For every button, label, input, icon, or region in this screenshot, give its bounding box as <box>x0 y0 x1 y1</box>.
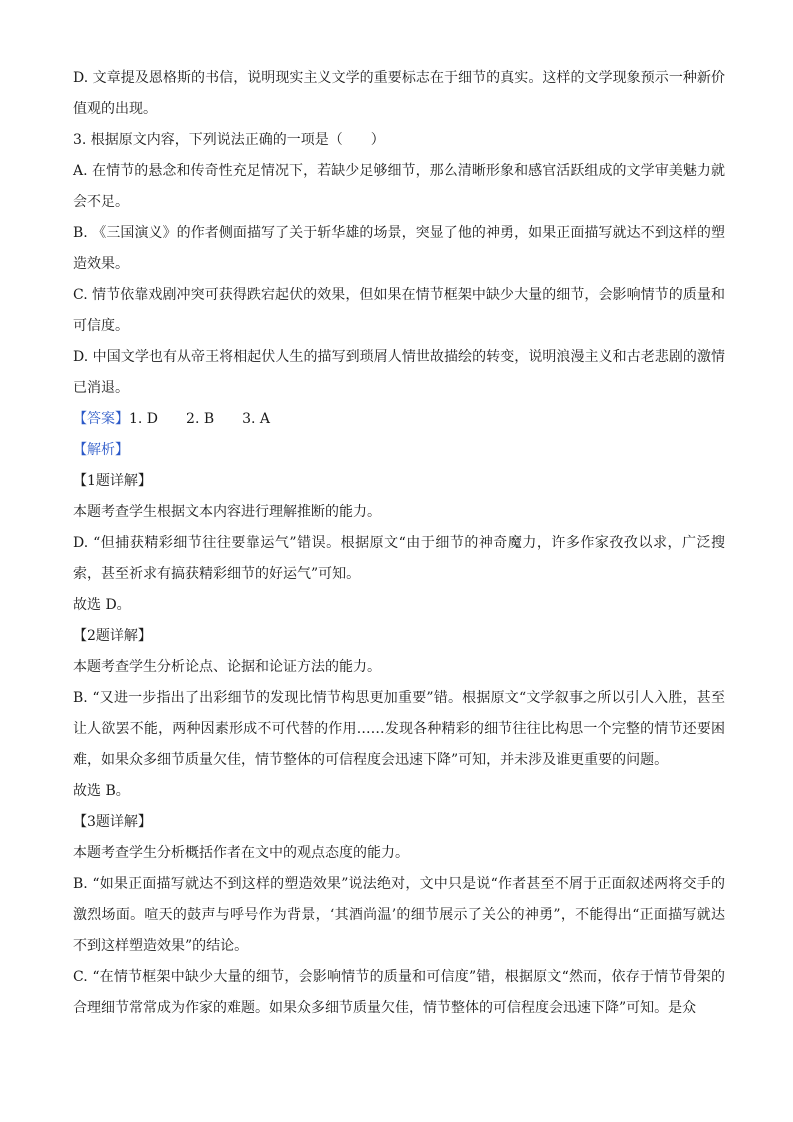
analysis-tag: 【解析】 <box>73 442 129 458</box>
q1-detail-heading: 【1题详解】 <box>73 473 152 489</box>
option-b-q3: B. 《三国演义》的作者侧面描写了关于斩华雄的场景，突显了他的神勇，如果正面描写就达不到这样的塑造效果。 <box>73 225 725 272</box>
q2-explanation: B. “又进一步指出了出彩细节的发现比情节构思更加重要”错。根据原文“文学叙事之所以引人入胜，甚至让人欲罢不能，两种因素形成不可代替的作用……发现各种精彩的细节往往比构思一个完整的情节还要困难，如果众多细节质量欠佳，情节整体的可信程度会迅速下降”可知，并未涉及谁更重要的问题。 <box>73 690 725 768</box>
q1-ability: 本题考查学生根据文本内容进行理解推断的能力。 <box>73 504 381 520</box>
q3-detail-heading: 【3题详解】 <box>73 814 152 830</box>
question-3: 3. 根据原文内容，下列说法正确的一项是（ ） <box>73 132 385 148</box>
option-a-q3: A. 在情节的悬念和传奇性充足情况下，若缺少足够细节，那么清晰形象和感官活跃组成的文学审美魅力就会不足。 <box>73 163 725 210</box>
q3-explanation-b: B. “如果正面描写就达不到这样的塑造效果”说法绝对，文中只是说“作者甚至不屑于正面叙述两将交手的激烈场面。喧天的鼓声与呼号作为背景，‘其酒尚温’的细节展示了关公的神勇”，不能得出“正面描写就达不到这样塑造效果”的结论。 <box>73 876 725 954</box>
answer-tag: 【答案】 <box>73 411 129 427</box>
option-d-q3: D. 中国文学也有从帝王将相起伏人生的描写到琐屑人情世故描绘的转变，说明浪漫主义和古老悲剧的激情已消退。 <box>73 349 725 396</box>
answer-line <box>73 404 725 435</box>
q2-ability: 本题考查学生分析论点、论据和论证方法的能力。 <box>73 659 381 675</box>
option-d-q2: D. 文章提及恩格斯的书信，说明现实主义文学的重要标志在于细节的真实。这样的文学现象预示一种新价值观的出现。 <box>73 70 725 117</box>
analysis-line <box>73 435 725 466</box>
q3-explanation-c: C. “在情节框架中缺少大量的细节，会影响情节的质量和可信度”错，根据原文“然而，依存于情节骨架的合理细节常常成为作家的难题。如果众多细节质量欠佳，情节整体的可信程度会迅速下降”可知。是众 <box>73 969 725 1016</box>
q2-choice: 故选 B。 <box>73 783 130 799</box>
q1-choice: 故选 D。 <box>73 597 131 613</box>
answer-values: 1. D 2. B 3. A <box>129 411 271 427</box>
document-page <box>73 63 725 1024</box>
q1-explanation: D. “但捕获精彩细节往往要靠运气”错误。根据原文“由于细节的神奇魔力，许多作家孜孜以求，广泛搜索，甚至祈求有搞获精彩细节的好运气”可知。 <box>73 535 725 582</box>
q3-ability: 本题考查学生分析概括作者在文中的观点态度的能力。 <box>73 845 409 861</box>
q2-detail-heading: 【2题详解】 <box>73 628 152 644</box>
option-c-q3: C. 情节依靠戏剧冲突可获得跌宕起伏的效果，但如果在情节框架中缺少大量的细节，会影响情节的质量和可信度。 <box>73 287 725 334</box>
